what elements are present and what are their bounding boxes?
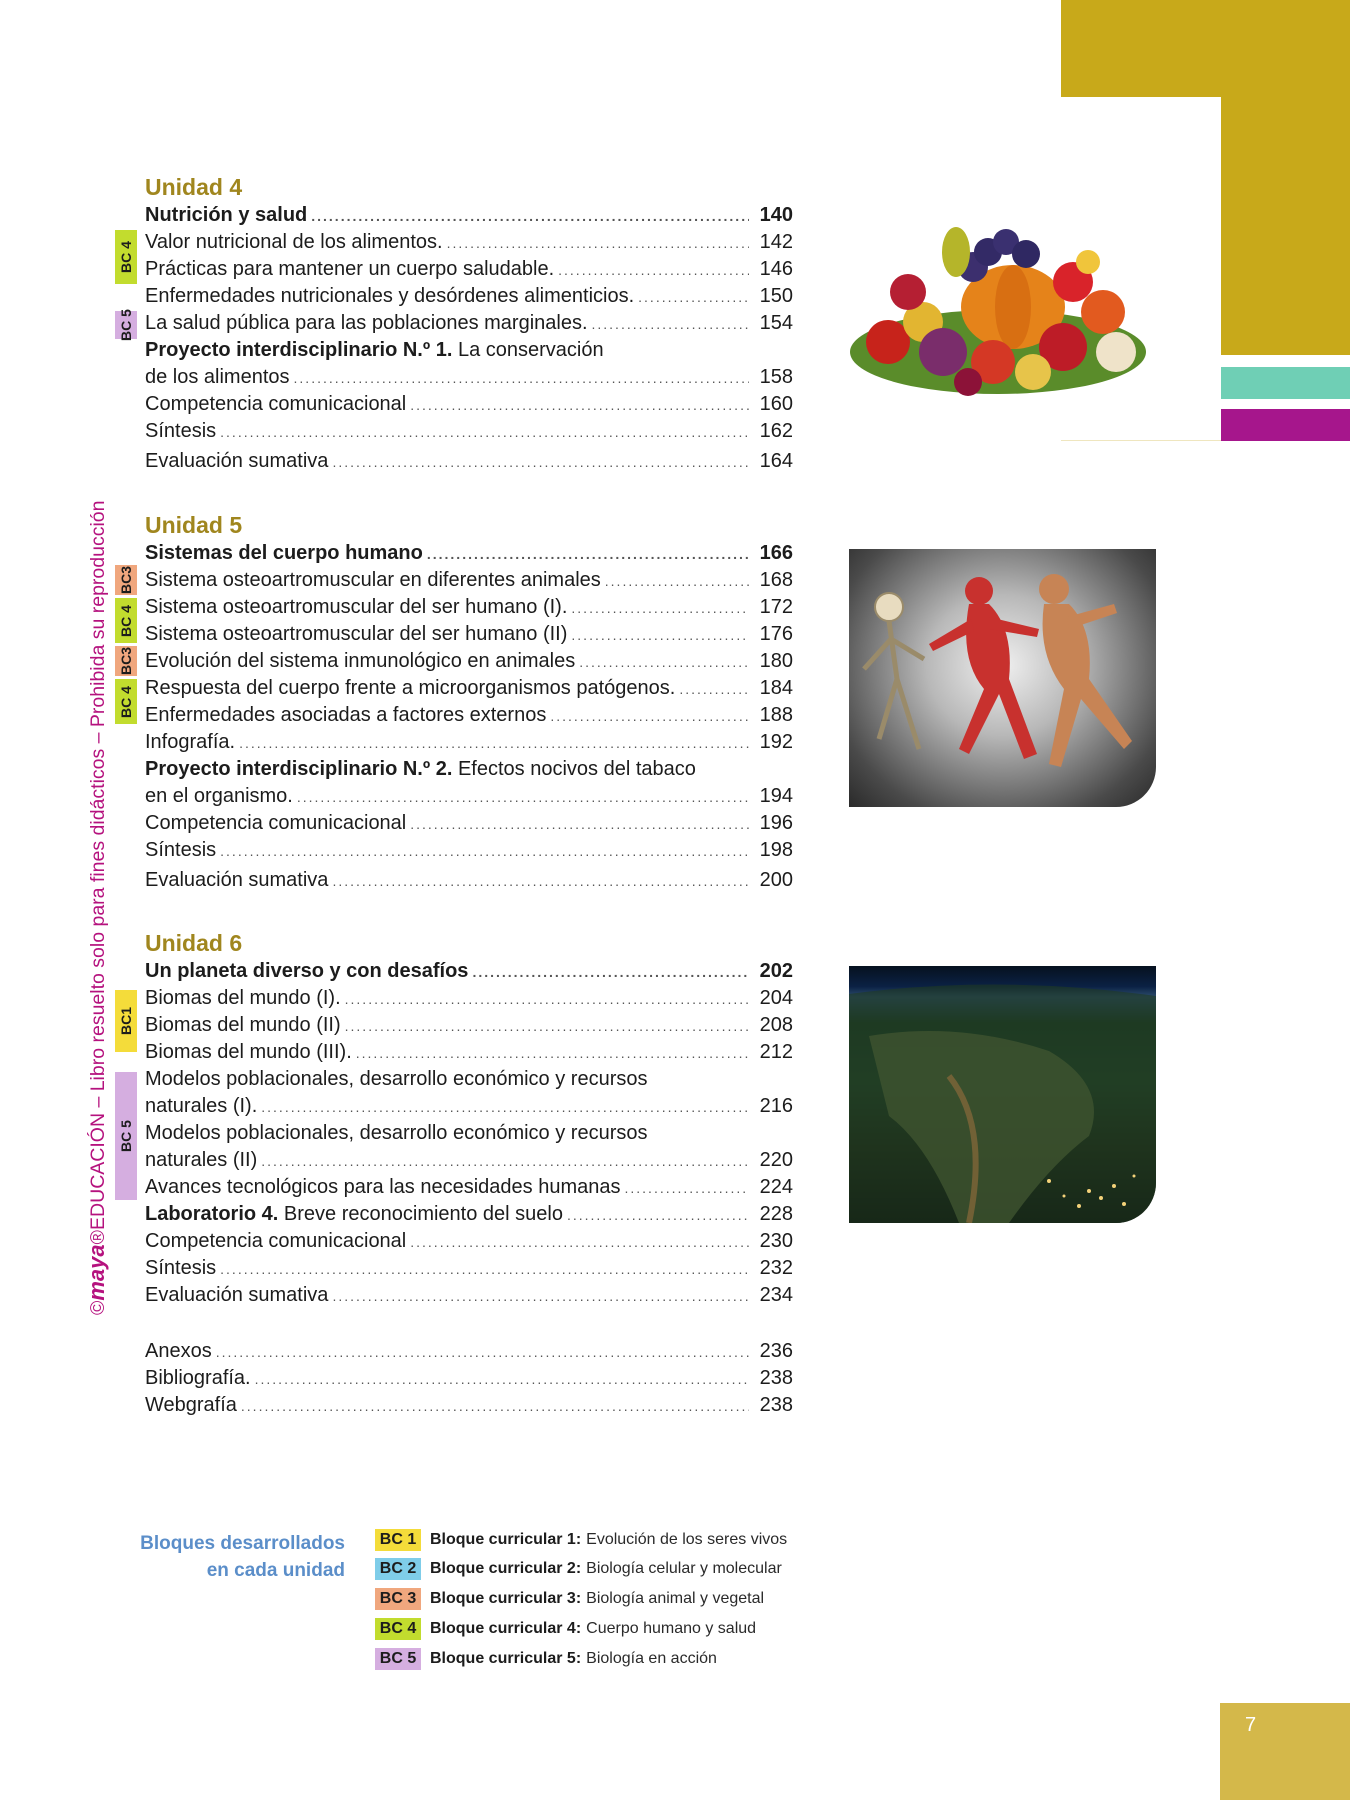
decorative-gold-side-block <box>1221 97 1350 355</box>
toc-entry-continuation[interactable]: naturales (I). ..... 216 <box>145 1093 793 1120</box>
legend-item-bc1: BC 1 Bloque curricular 1: Evolución de los seres vivos <box>375 1528 787 1552</box>
toc-entry-project[interactable]: Proyecto interdisciplinario N.º 2. Efectos nocivos del tabaco <box>145 758 696 780</box>
unit-4-section <box>145 172 793 475</box>
toc-entry[interactable]: La salud pública para las poblaciones marginales. ..... 154 <box>145 310 793 337</box>
toc-entry[interactable]: Enfermedades asociadas a factores externos ..... 188 <box>145 702 793 729</box>
annexes-section <box>145 1338 793 1419</box>
fruit-vegetable-pile-image <box>848 212 1158 402</box>
body-illustration <box>849 549 1156 807</box>
toc-entry[interactable]: Bibliografía. ..... 238 <box>145 1365 793 1392</box>
legend-chip: BC 4 <box>375 1618 421 1640</box>
copyright-notice <box>84 485 110 1315</box>
unit-5-section <box>145 510 793 894</box>
toc-entry[interactable]: Anexos ..... 236 <box>145 1338 793 1365</box>
unit-title: Unidad 5 <box>145 512 243 538</box>
toc-entry[interactable]: Infografía. ..... 192 <box>145 729 793 756</box>
toc-entry[interactable]: Biomas del mundo (III). ..... 212 <box>145 1039 793 1066</box>
legend-chip: BC 1 <box>375 1529 421 1551</box>
earth-illustration <box>849 966 1156 1223</box>
curricular-badge-bc4: BC 4 <box>115 598 137 643</box>
legend-chip: BC 3 <box>375 1588 421 1610</box>
human-body-systems-image <box>849 549 1156 807</box>
unit-title: Unidad 4 <box>145 174 243 200</box>
toc-entry[interactable]: Respuesta del cuerpo frente a microorganismos patógenos. ..... 184 <box>145 675 793 702</box>
decorative-teal-bar <box>1221 367 1350 399</box>
legend-item-bc2: BC 2 Bloque curricular 2: Biología celular y molecular <box>375 1557 782 1581</box>
curricular-badge-bc5: BC 5 <box>115 1072 137 1200</box>
toc-entry[interactable]: Un planeta diverso y con desafíos ..... 202 <box>145 958 793 985</box>
legend-item-bc3: BC 3 Bloque curricular 3: Biología animal y vegetal <box>375 1587 764 1611</box>
curricular-badge-bc4: BC 4 <box>115 679 137 724</box>
legend-chip: BC 2 <box>375 1558 421 1580</box>
toc-entry[interactable]: Evaluación sumativa ..... 234 <box>145 1282 793 1309</box>
copyright-text: ®EDUCACIÓN – Libro resuelto solo para fines didácticos – Prohibida su reproducción <box>87 500 109 1245</box>
decorative-purple-bar <box>1221 409 1350 441</box>
toc-entry[interactable]: Competencia comunicacional ..... 160 <box>145 391 793 418</box>
toc-entry[interactable]: Competencia comunicacional ..... 230 <box>145 1228 793 1255</box>
toc-entry[interactable]: Sistema osteoartromuscular en diferentes animales ..... 168 <box>145 567 793 594</box>
page-corner-block <box>1220 1703 1350 1800</box>
toc-entry[interactable]: Avances tecnológicos para las necesidades humanas ..... 224 <box>145 1174 793 1201</box>
toc-entry[interactable]: Sistemas del cuerpo humano ..... 166 <box>145 540 793 567</box>
toc-entry-continuation[interactable]: de los alimentos ..... 158 <box>145 364 793 391</box>
toc-entry-continuation[interactable]: naturales (II) ..... 220 <box>145 1147 793 1174</box>
earth-from-space-image <box>849 966 1156 1223</box>
toc-entry[interactable]: Síntesis ..... 162 <box>145 418 793 445</box>
toc-entry[interactable]: Biomas del mundo (I). ..... 204 <box>145 985 793 1012</box>
copyright-symbol: © <box>87 1300 109 1315</box>
brand-logo-text: maya <box>84 1244 109 1301</box>
curricular-badge-bc1: BC1 <box>115 990 137 1052</box>
toc-entry[interactable]: Modelos poblacionales, desarrollo económico y recursos <box>145 1122 648 1144</box>
toc-entry[interactable]: Síntesis ..... 232 <box>145 1255 793 1282</box>
curricular-badge-bc3: BC3 <box>115 646 137 676</box>
toc-entry[interactable]: Sistema osteoartromuscular del ser humano (II) ..... 176 <box>145 621 793 648</box>
toc-entry[interactable]: Síntesis ..... 198 <box>145 837 793 864</box>
legend-item-bc4: BC 4 Bloque curricular 4: Cuerpo humano y salud <box>375 1617 756 1641</box>
toc-entry[interactable]: Nutrición y salud ..... 140 <box>145 202 793 229</box>
page-number: 7 <box>1245 1714 1257 1736</box>
toc-entry[interactable]: Evaluación sumativa ..... 164 <box>145 448 793 475</box>
decorative-line <box>1061 440 1221 441</box>
legend-title: Bloques desarrollados en cada unidad <box>140 1533 345 1581</box>
toc-entry[interactable]: Evolución del sistema inmunológico en animales ..... 180 <box>145 648 793 675</box>
toc-entry-project[interactable]: Proyecto interdisciplinario N.º 1. La conservación <box>145 339 604 361</box>
toc-entry[interactable]: Competencia comunicacional ..... 196 <box>145 810 793 837</box>
toc-entry[interactable]: Biomas del mundo (II) ..... 208 <box>145 1012 793 1039</box>
legend-chip: BC 5 <box>375 1648 421 1670</box>
toc-entry[interactable]: Webgrafía ..... 238 <box>145 1392 793 1419</box>
toc-entry[interactable]: Modelos poblacionales, desarrollo económico y recursos <box>145 1068 648 1090</box>
unit-6-section <box>145 928 793 1309</box>
toc-entry[interactable]: Enfermedades nutricionales y desórdenes alimenticios. ..... 150 <box>145 283 793 310</box>
curricular-badge-bc3: BC3 <box>115 565 137 595</box>
unit-title: Unidad 6 <box>145 930 243 956</box>
toc-entry[interactable]: Valor nutricional de los alimentos. ..... 142 <box>145 229 793 256</box>
fruits-illustration <box>848 212 1158 402</box>
toc-entry[interactable]: Sistema osteoartromuscular del ser humano (I). ..... 172 <box>145 594 793 621</box>
toc-entry[interactable]: Evaluación sumativa ..... 200 <box>145 867 793 894</box>
decorative-gold-block <box>1061 0 1350 97</box>
toc-entry-continuation[interactable]: en el organismo. ..... 194 <box>145 783 793 810</box>
toc-entry[interactable]: Prácticas para mantener un cuerpo saludable. ..... 146 <box>145 256 793 283</box>
toc-entry-lab[interactable]: Laboratorio 4. Breve reconocimiento del suelo ..... 228 <box>145 1201 793 1228</box>
curricular-badge-bc4: BC 4 <box>115 230 137 284</box>
curricular-badge-bc5: BC 5 <box>115 311 137 339</box>
legend-item-bc5: BC 5 Bloque curricular 5: Biología en acción <box>375 1647 717 1671</box>
